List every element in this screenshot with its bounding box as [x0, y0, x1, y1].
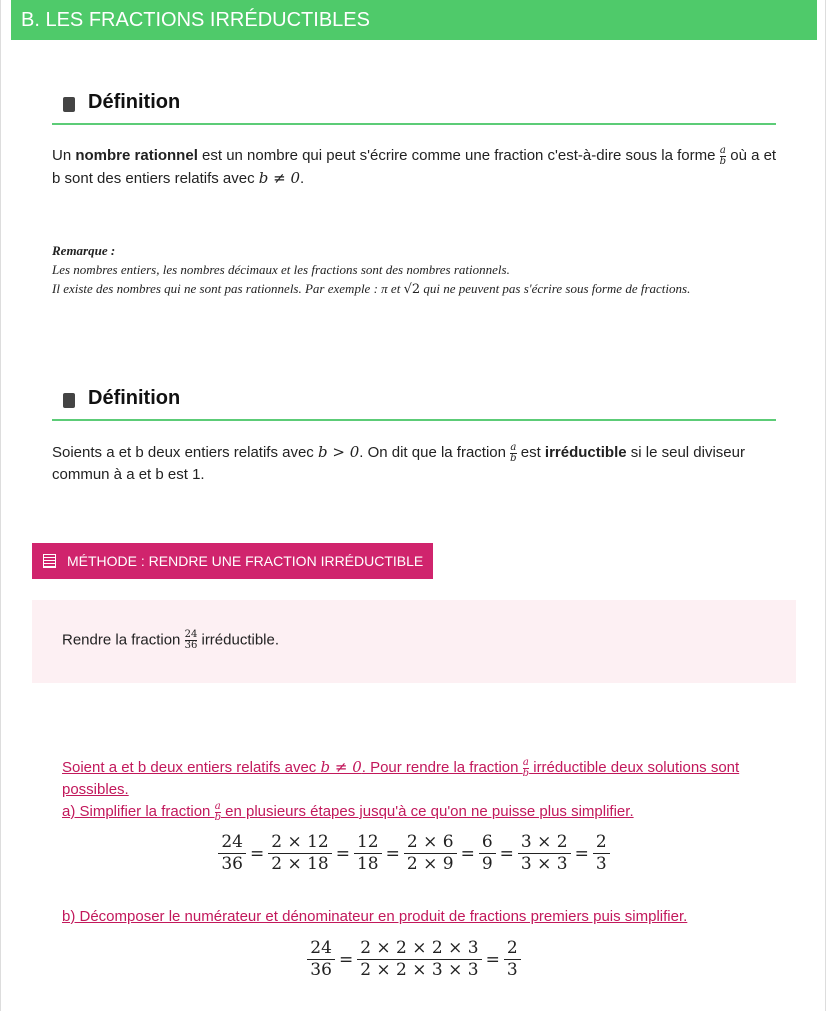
- definition-title: Définition: [88, 91, 181, 113]
- denominator: 2 × 9: [406, 854, 454, 874]
- equals-sign: =: [574, 843, 589, 864]
- numerator: 2 × 12: [268, 832, 332, 854]
- definition-heading: [52, 385, 776, 421]
- equals-sign: =: [499, 843, 514, 864]
- fraction: [307, 938, 335, 981]
- denominator: 18: [356, 854, 379, 874]
- numerator: 24: [218, 832, 246, 854]
- fraction: [218, 832, 246, 875]
- solution-intro: Soient a et b deux entiers relatifs avec b ≠ 0. Pour rendre la fraction $\frac{a}{b}$ irréductible deux solutions sont possibles. a) Simplifier la fraction $\frac{a}{b}$ en plusieurs étapes jusqu'à ce qu'on ne puisse plus simplifier.: [62, 756, 740, 823]
- exercise-text: Rendre la fraction $\frac{24}{36}$ irréductible.: [62, 629, 280, 651]
- method-label: MÉTHODE : RENDRE UNE FRACTION IRRÉDUCTIBLE: [67, 553, 424, 569]
- numerator: 12: [354, 832, 382, 854]
- denominator: 2 × 18: [271, 854, 329, 874]
- equation-method-a: [0, 832, 828, 875]
- numerator: 2 × 2 × 2 × 3: [357, 938, 481, 960]
- equals-sign: =: [249, 843, 265, 864]
- denominator: 9: [481, 854, 493, 874]
- numerator: 3 × 2: [518, 832, 571, 854]
- equals-sign: =: [485, 949, 500, 970]
- fraction: [518, 832, 571, 875]
- fraction: [504, 938, 521, 981]
- exercise-box: [32, 600, 796, 683]
- fraction: [404, 832, 457, 875]
- numerator: 2 × 6: [404, 832, 457, 854]
- equals-sign: =: [385, 843, 400, 864]
- fraction: [268, 832, 332, 875]
- solution-method-b: b) Décomposer le numérateur et dénominateur en produit de fractions premiers puis simplifier.: [62, 908, 688, 925]
- list-icon: [43, 554, 56, 568]
- equation-method-b: [0, 938, 828, 981]
- denominator: 3: [506, 960, 518, 980]
- fraction: [593, 832, 610, 875]
- definition-heading: [52, 89, 776, 125]
- definition-irreducible-text: Soients a et b deux entiers relatifs avec b > 0. On dit que la fraction $\frac{a}{b}$ est irréductible si le seul diviseur commun à a et b est 1.: [52, 441, 745, 483]
- definition-rational-text: Un nombre rationnel est un nombre qui peut s'écrire comme une fraction c'est-à-dire sous la forme $\frac{a}{b}$ où a et b sont des entiers relatifs avec b ≠ 0.: [52, 144, 777, 187]
- book-icon: [63, 97, 75, 112]
- denominator: 3 × 3: [520, 854, 568, 874]
- fraction: [354, 832, 382, 875]
- numerator: 24: [307, 938, 335, 960]
- denominator: 36: [221, 854, 243, 874]
- denominator: 36: [310, 960, 332, 980]
- method-banner: [32, 543, 433, 579]
- numerator: 6: [479, 832, 496, 854]
- book-icon: [63, 393, 75, 408]
- equals-sign: =: [338, 949, 354, 970]
- equals-sign: =: [460, 843, 475, 864]
- equals-sign: =: [335, 843, 350, 864]
- section-header: B. LES FRACTIONS IRRÉDUCTIBLES: [11, 0, 817, 40]
- fraction: [479, 832, 496, 875]
- remark: Remarque : Les nombres entiers, les nombres décimaux et les fractions sont des nombres rationnels. Il existe des nombres qui ne sont pas rationnels. Par exemple : π et √2 qui ne peuvent pas s'écrire sous forme de fractions.: [52, 243, 691, 297]
- definition-title: Définition: [88, 387, 181, 409]
- denominator: 3: [595, 854, 607, 874]
- numerator: 2: [593, 832, 610, 854]
- denominator: 2 × 2 × 3 × 3: [360, 960, 479, 980]
- numerator: 2: [504, 938, 521, 960]
- fraction: [357, 938, 481, 981]
